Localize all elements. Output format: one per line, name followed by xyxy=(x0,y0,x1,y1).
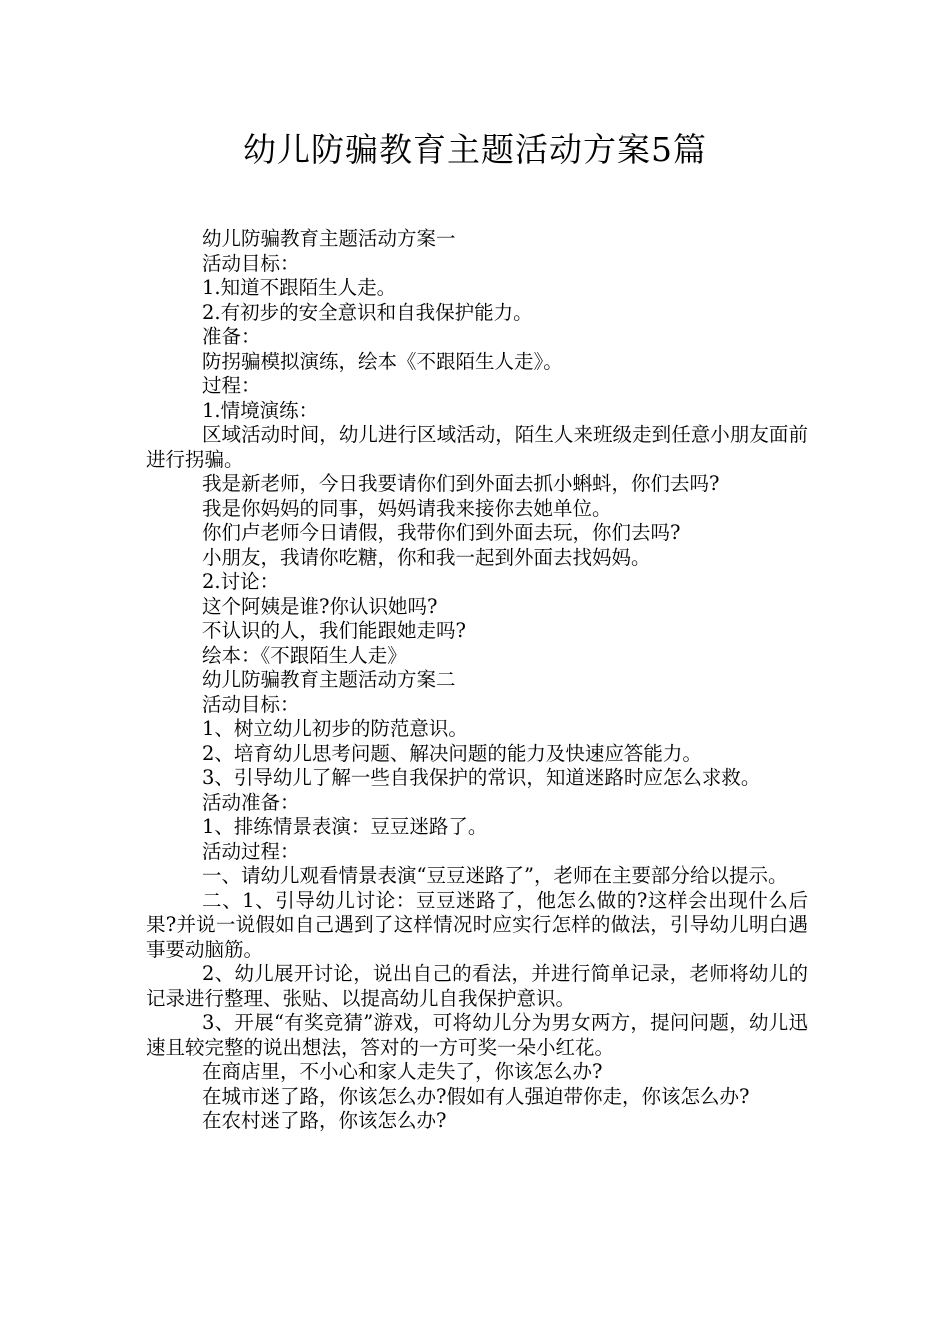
paragraph: 1、树立幼儿初步的防范意识。 xyxy=(202,717,468,740)
paragraph: 活动准备： xyxy=(202,790,300,814)
paragraph: 在城市迷了路，你该怎么办?假如有人强迫带你走，你该怎么办? xyxy=(202,1084,750,1108)
paragraph: 我是新老师，今日我要请你们到外面去抓小蝌蚪，你们去吗? xyxy=(202,472,720,495)
paragraph: 二、1、引导幼儿讨论：豆豆迷路了，他怎么做的?这样会出现什么后果?并说一说假如自己遇到了这样情况时应实行怎样的做法，引导幼儿明白遇事要动脑筋。 xyxy=(146,888,808,961)
section-heading: 幼儿防骗教育主题活动方案一 xyxy=(202,227,456,250)
paragraph: 3、开展“有奖竞猜”游戏，可将幼儿分为男女两方，提问问题，幼儿迅速且较完整的说出想法，答对的一方可奖一朵小红花。 xyxy=(146,1011,808,1059)
paragraph: 在农村迷了路，你该怎么办? xyxy=(202,1109,447,1132)
paragraph: 不认识的人，我们能跟她走吗? xyxy=(202,619,466,642)
paragraph: 活动目标： xyxy=(202,251,300,275)
paragraph: 我是你妈妈的同事，妈妈请我来接你去她单位。 xyxy=(202,496,612,520)
paragraph: 2.讨论： xyxy=(202,570,280,593)
paragraph: 活动目标： xyxy=(202,692,300,716)
paragraph: 1、排练情景表演：豆豆迷路了。 xyxy=(202,815,488,838)
paragraph: 防拐骗模拟演练，绘本《不跟陌生人走》。 xyxy=(202,349,563,373)
paragraph: 在商店里，不小心和家人走失了，你该怎么办? xyxy=(202,1060,603,1083)
paragraph: 3、引导幼儿了解一些自我保护的常识，知道迷路时应怎么求救。 xyxy=(202,766,761,789)
paragraph: 1.知道不跟陌生人走。 xyxy=(202,276,397,299)
document-body xyxy=(146,227,808,1134)
paragraph: 这个阿姨是谁?你认识她吗? xyxy=(202,594,438,618)
paragraph: 一、请幼儿观看情景表演“豆豆迷路了”，老师在主要部分给以提示。 xyxy=(202,864,788,887)
paragraph: 2.有初步的安全意识和自我保护能力。 xyxy=(202,300,533,324)
paragraph: 1.情境演练： xyxy=(202,398,319,422)
paragraph: 准备： xyxy=(202,325,261,348)
document-title: 幼儿防骗教育主题活动方案5篇 xyxy=(243,130,707,169)
paragraph: 活动过程： xyxy=(202,839,300,863)
paragraph: 你们卢老师今日请假，我带你们到外面去玩，你们去吗? xyxy=(202,521,681,544)
paragraph: 2、培育幼儿思考问题、解决问题的能力及快速应答能力。 xyxy=(202,741,702,765)
paragraph: 小朋友，我请你吃糖，你和我一起到外面去找妈妈。 xyxy=(202,545,651,569)
paragraph: 2、幼儿展开讨论，说出自己的看法，并进行简单记录，老师将幼儿的记录进行整理、张贴、以提高幼儿自我保护意识。 xyxy=(146,962,808,1010)
paragraph: 过程： xyxy=(202,374,261,397)
section-heading: 幼儿防骗教育主题活动方案二 xyxy=(202,668,456,691)
paragraph: 绘本：《不跟陌生人走》 xyxy=(202,643,407,667)
paragraph: 区域活动时间，幼儿进行区域活动，陌生人来班级走到任意小朋友面前进行拐骗。 xyxy=(146,423,808,471)
